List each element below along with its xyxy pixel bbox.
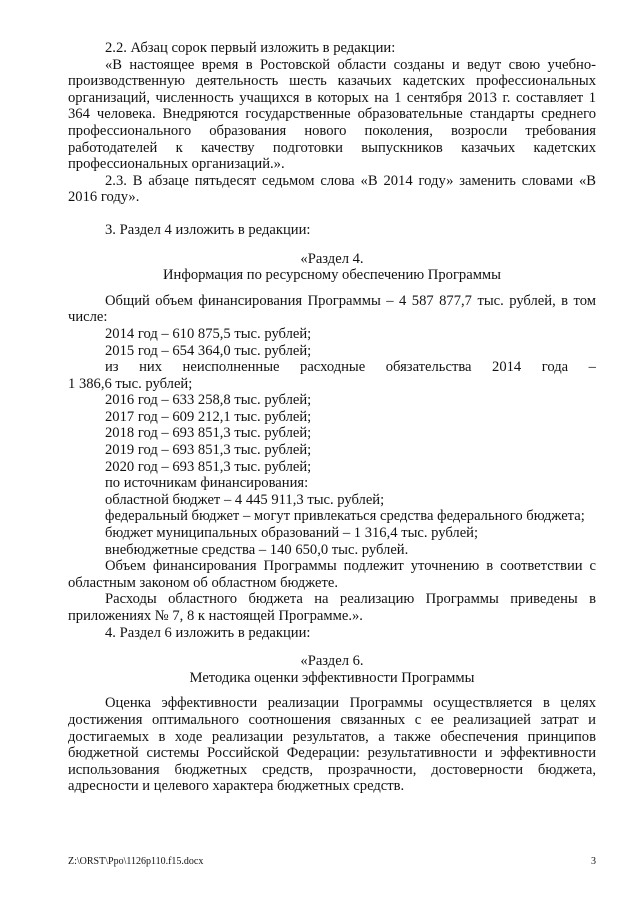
funding-2017: 2017 год – 609 212,1 тыс. рублей; xyxy=(105,408,312,425)
section-4-number: «Раздел 4. xyxy=(300,250,364,267)
expenses-note: Расходы областного бюджета на реализацию Программы приведены в приложениях № 7, 8 к настоящей Программе.». xyxy=(68,591,596,624)
section-4-title: Информация по ресурсному обеспечению Программы xyxy=(163,267,501,284)
paragraph-2-2-quote: «В настоящее время в Ростовской области созданы и ведут свою учебно-производственную деятельность шесть казачьих кадетских профессиональных организаций, численность учащихся в которых на 1 сентября 2013 г. составляет 1 364 человека. Внедряются государственные образовательные стандарты среднего профессионального образования нового поколения, возросли требования работодателей к качеству подготовки выпускников казачьих кадетских профессиональных организаций.». xyxy=(68,56,596,173)
total-funding: Общий объем финансирования Программы – 4 587 877,7 тыс. рублей, в том числе: xyxy=(68,292,596,326)
volume-note: Объем финансирования Программы подлежит уточнению в соответствии с областным законом об областном бюджете. xyxy=(68,558,596,591)
funding-by-sources: по источникам финансирования: xyxy=(105,475,309,492)
unfulfilled-word: года xyxy=(541,359,569,376)
paragraph-2-3: 2.3. В абзаце пятьдесят седьмом слова «В 2014 году» заменить словами «В 2016 году». xyxy=(68,172,596,206)
municipal-budget: бюджет муниципальных образований – 1 316,4 тыс. рублей; xyxy=(105,525,479,542)
unfulfilled-word: них xyxy=(139,359,163,376)
funding-2019: 2019 год – 693 851,3 тыс. рублей; xyxy=(105,442,312,459)
unfulfilled-obligations-line xyxy=(68,359,596,376)
federal-budget: федеральный бюджет – могут привлекаться средства федерального бюджета; xyxy=(105,508,585,525)
paragraph-2-2-heading: 2.2. Абзац сорок первый изложить в редакции: xyxy=(105,40,396,56)
extrabudgetary-funds: внебюджетные средства – 140 650,0 тыс. рублей. xyxy=(105,541,409,558)
page-footer xyxy=(68,856,596,868)
regional-budget: областной бюджет – 4 445 911,3 тыс. рублей; xyxy=(105,491,385,508)
efficiency-methodology: Оценка эффективности реализации Программы осуществляется в целях достижения оптимального соотношения связанных с ее реализацией затрат и достигаемых в ходе реализации результатов, а также обеспечения принципов бюджетной системы Российской Федерации: результативности и эффективности использования бюджетных средств, прозрачности, достоверности бюджета, адресности и целевого характера бюджетных средств. xyxy=(68,695,596,795)
unfulfilled-word: обязательства xyxy=(385,359,472,376)
section-6-title: Методика оценки эффективности Программы xyxy=(189,669,475,686)
unfulfilled-amount: 1 386,6 тыс. рублей; xyxy=(68,375,193,392)
funding-2018: 2018 год – 693 851,3 тыс. рублей; xyxy=(105,425,312,442)
unfulfilled-word: расходные xyxy=(300,359,366,376)
funding-2015: 2015 год – 654 364,0 тыс. рублей; xyxy=(105,342,312,359)
funding-2020: 2020 год – 693 851,3 тыс. рублей; xyxy=(105,458,312,475)
section-6-number: «Раздел 6. xyxy=(300,653,364,670)
file-path: Z:\ORST\Ppo\1126p110.f15.docx xyxy=(68,856,204,867)
paragraph-4: 4. Раздел 6 изложить в редакции: xyxy=(105,624,311,641)
page-number: 3 xyxy=(591,856,596,867)
unfulfilled-word: 2014 xyxy=(492,359,522,376)
funding-2016: 2016 год – 633 258,8 тыс. рублей; xyxy=(105,392,312,409)
funding-2014: 2014 год – 610 875,5 тыс. рублей; xyxy=(105,325,312,342)
paragraph-3: 3. Раздел 4 изложить в редакции: xyxy=(105,221,311,238)
unfulfilled-word: – xyxy=(588,359,596,376)
unfulfilled-word: неисполненные xyxy=(182,359,280,376)
document-body xyxy=(68,40,596,795)
unfulfilled-word: из xyxy=(105,359,119,376)
